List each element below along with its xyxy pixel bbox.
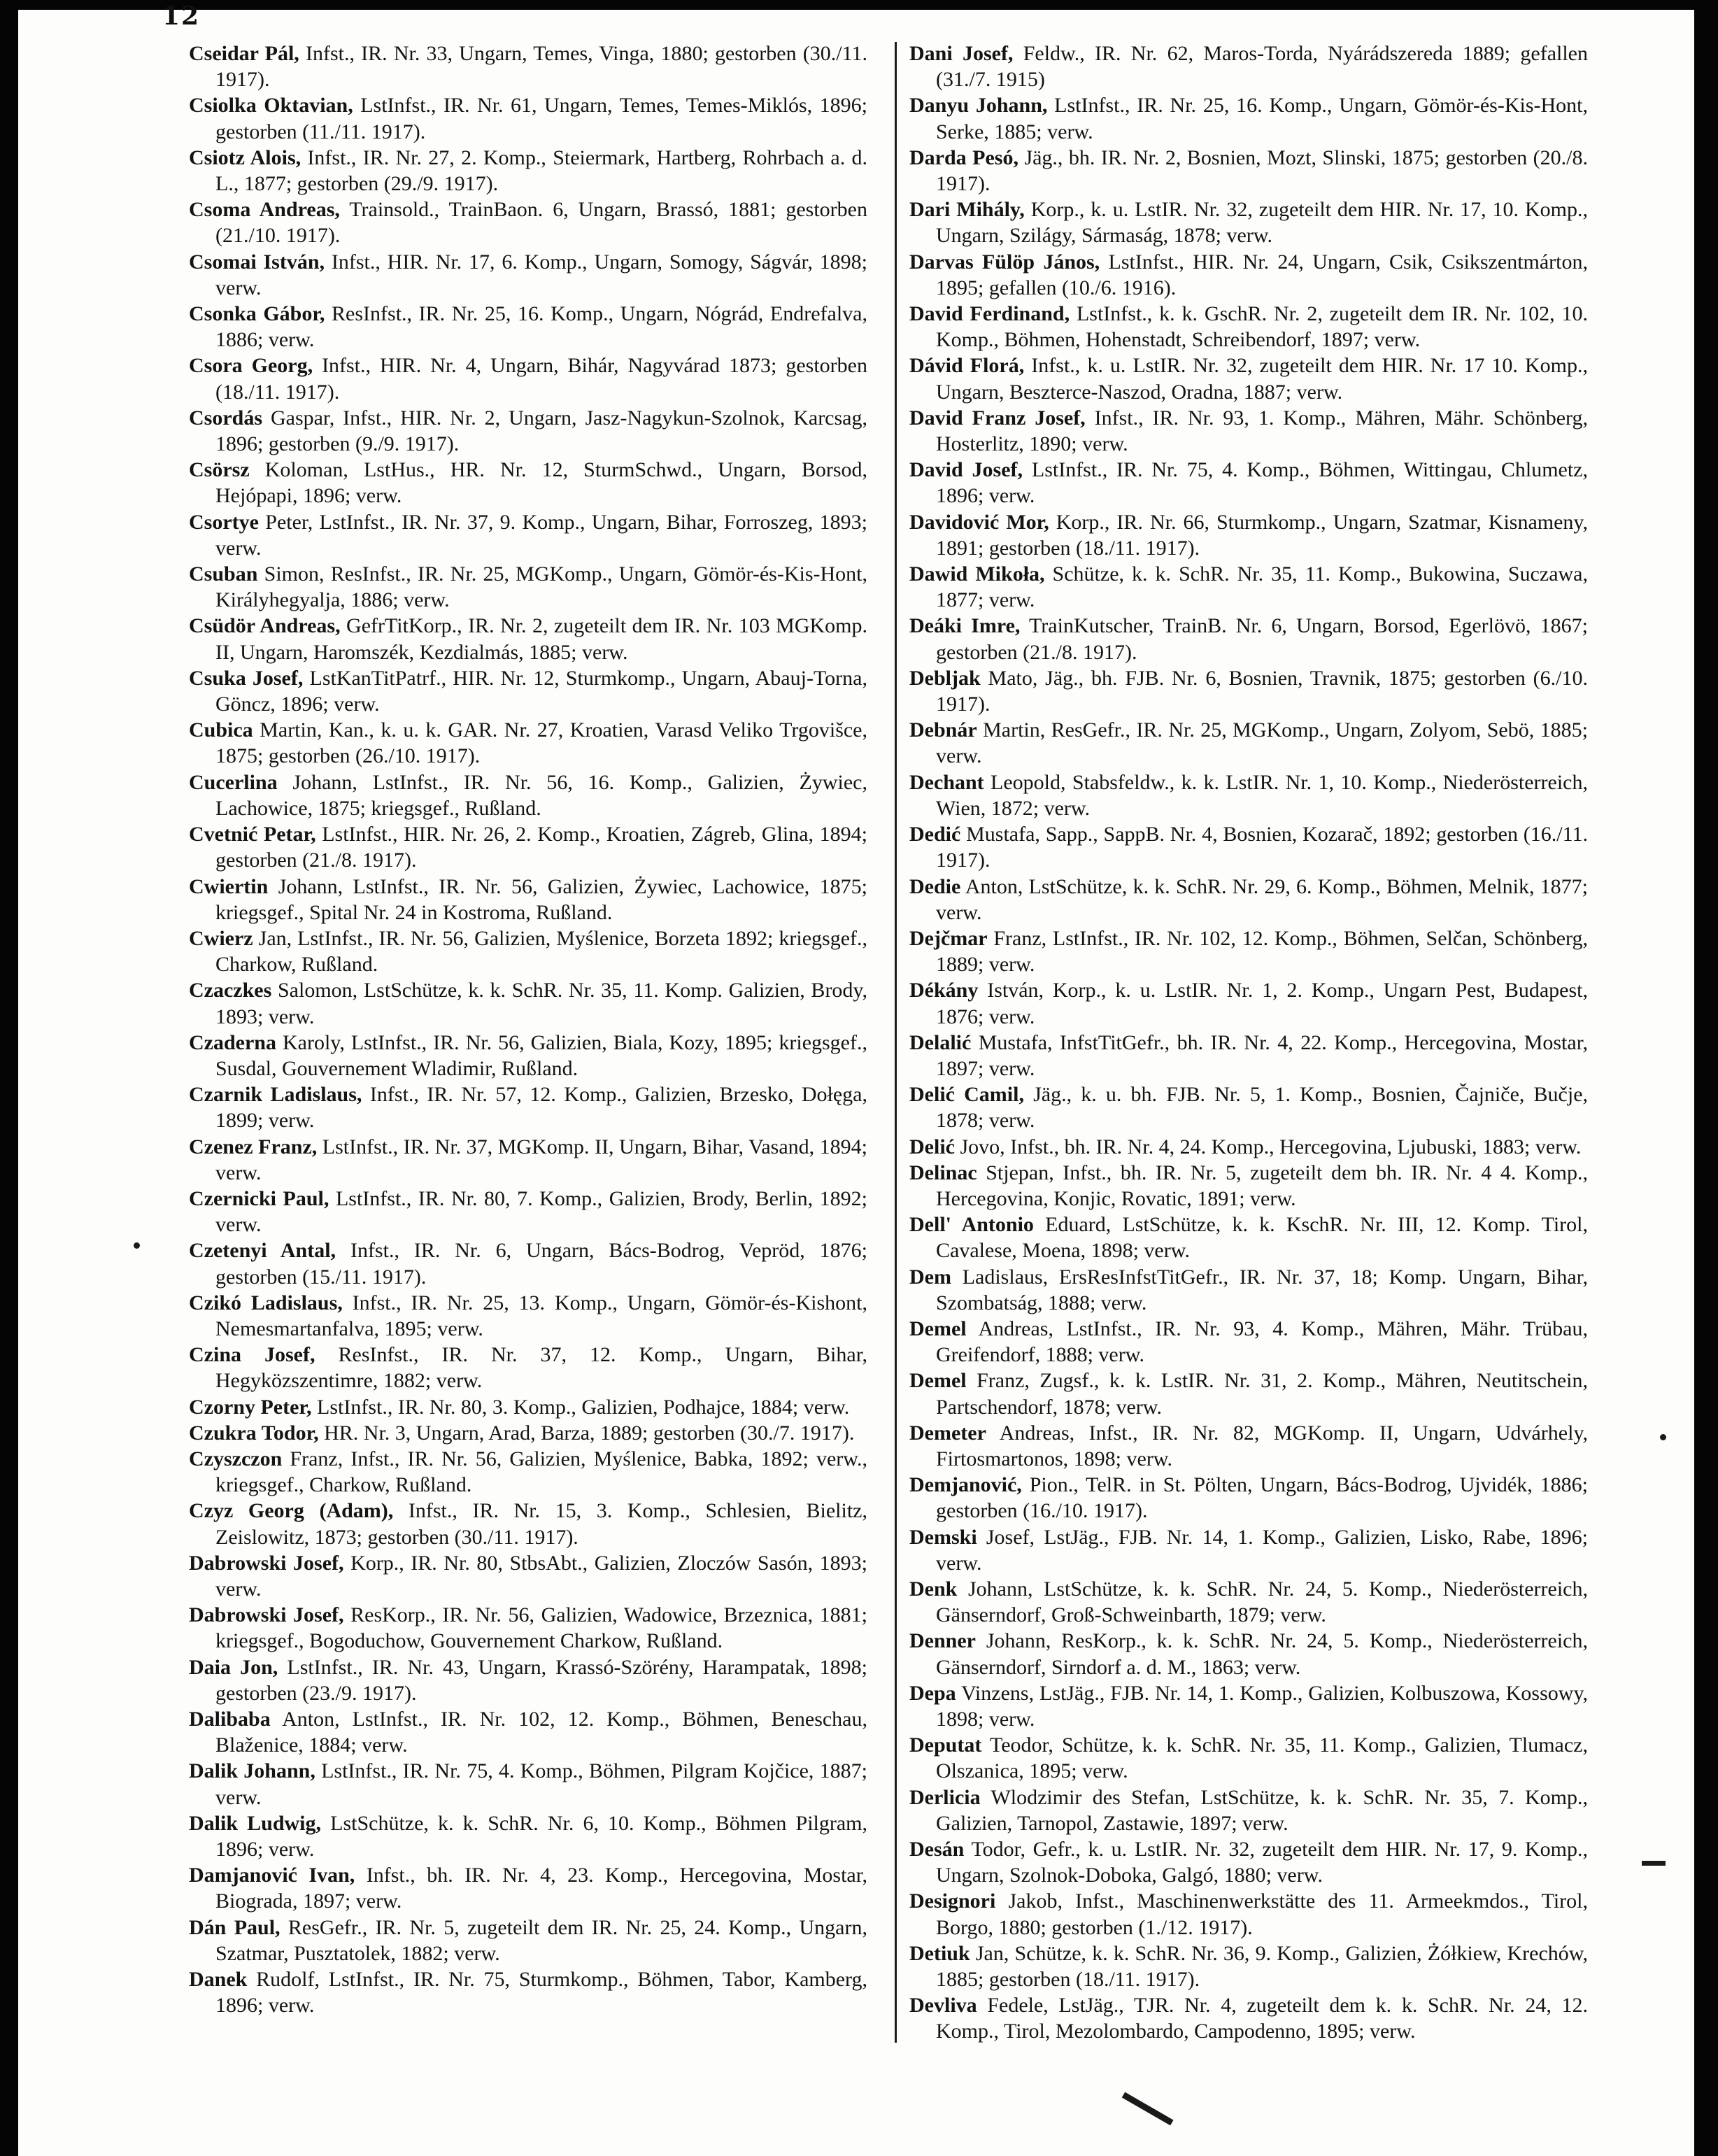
entry-details: Jan, Schütze, k. k. SchR. Nr. 36, 9. Komp., Galizien, Żółkiew, Krechów, 1885; gestorben (18./11. 1917). [936,1941,1588,1992]
entry-surname: Csiotz Alois, [189,146,301,169]
entry-surname: Csora Georg, [189,354,313,378]
entry-surname: Denk [909,1577,958,1601]
register-entry [189,874,867,925]
register-entry [189,1420,867,1446]
entry-surname: Dalik Ludwig, [189,1811,322,1835]
register-entry [909,1420,1588,1472]
entry-surname: Cucerlina [189,770,278,794]
register-entry [909,770,1588,821]
register-entry [189,1394,867,1420]
margin-dash [1642,1861,1666,1866]
register-entry [189,249,867,301]
entry-details: LstKanTitPatrf., HIR. Nr. 12, Sturmkomp., Ungarn, Abauj-Torna, Göncz, 1896; verw. [215,666,867,716]
entry-surname: Czyz Georg (Adam), [189,1499,394,1523]
entry-details: Simon, ResInfst., IR. Nr. 25, MGKomp., Ungarn, Gömör-és-Kis-Hont, Királyhegyalja, 1886; verw. [215,562,867,612]
entry-surname: Dávid Florá, [909,354,1025,378]
entry-details: Infst., IR. Nr. 33, Ungarn, Temes, Vinga, 1880; gestorben (30./11. 1917). [215,42,867,92]
entry-surname: Danyu Johann, [909,94,1048,118]
entry-surname: Csuban [189,562,258,586]
entry-surname: Cwiertin [189,874,269,898]
register-entry [189,1342,867,1393]
entry-details: LstInfst., IR. Nr. 75, 4. Komp., Böhmen, Wittingau, Chlumetz, 1896; verw. [936,458,1588,508]
register-entry [909,1992,1588,2044]
entry-details: István, Korp., k. u. LstIR. Nr. 1, 2. Komp., Ungarn Pest, Budapest, 1876; verw. [936,979,1588,1028]
entry-details: Johann, ResKorp., k. k. SchR. Nr. 24, 5. Komp., Niederösterreich, Gänserndorf, Sirndorf a. d. M., 1863; verw. [936,1629,1588,1679]
entry-details: ResKorp., IR. Nr. 56, Galizien, Wadowice, Brzeznica, 1881; kriegsgef., Bogoduchow, Gouvernement Charkow, Rußland. [215,1603,867,1653]
register-entry [909,874,1588,925]
register-entry [909,1368,1588,1419]
entry-surname: Dem [909,1265,951,1289]
entry-details: Fedele, LstJäg., TJR. Nr. 4, zugeteilt dem k. k. SchR. Nr. 24, 12. Komp., Tirol, Mezolombardo, Campodenno, 1895; verw. [936,1994,1588,2043]
entry-surname: Daia Jon, [189,1655,278,1679]
entry-details: Martin, Kan., k. u. k. GAR. Nr. 27, Kroatien, Varasd Veliko Trgovišce, 1875; gestorben (26./10. 1917). [215,718,867,768]
entry-surname: Dabrowski Josef, [189,1603,344,1627]
entry-surname: Damjanović Ivan, [189,1864,355,1887]
page-number: 12 [162,1,201,31]
entry-surname: Derlicia [909,1785,981,1809]
register-entry [189,665,867,717]
entry-details: TrainKutscher, TrainB. Nr. 6, Ungarn, Borsod, Egerlövö, 1867; gestorben (21./8. 1917). [936,614,1588,664]
entry-surname: Danek [189,1968,248,1992]
register-entry [909,1264,1588,1316]
register-entry [189,1498,867,1549]
register-entry [909,405,1588,457]
scan-border-top [0,0,1718,10]
entry-surname: Dell' Antonio [909,1213,1034,1237]
entry-details: Jan, LstInfst., IR. Nr. 56, Galizien, Myślenice, Borzeta 1892; kriegsgef., Charkow, Rußland. [215,926,867,977]
register-entry [189,770,867,821]
register-entry [189,1186,867,1237]
entry-details: Todor, Gefr., k. u. LstIR. Nr. 32, zugeteilt dem HIR. Nr. 17, 9. Komp., Ungarn, Szolnok-Doboka, Galgó, 1880; verw. [936,1838,1588,1887]
register-entry [189,1134,867,1186]
entry-surname: Dejčmar [909,926,988,950]
entry-details: Johann, LstSchütze, k. k. SchR. Nr. 24, 5. Komp., Niederösterreich, Gänserndorf, Groß-Schweinbarth, 1879; verw. [936,1577,1588,1627]
entry-details: Infst., k. u. LstIR. Nr. 32, zugeteilt dem HIR. Nr. 17 10. Komp., Ungarn, Beszterce-Naszod, Oradna, 1887; verw. [936,354,1588,404]
entry-surname: David Franz Josef, [909,406,1086,430]
entry-details: Feldw., IR. Nr. 62, Maros-Torda, Nyárádszereda 1889; gefallen (31./7. 1915) [936,42,1588,92]
entry-surname: Deáki Imre, [909,614,1021,638]
entry-details: LstSchütze, k. k. SchR. Nr. 6, 10. Komp., Böhmen Pilgram, 1896; verw. [215,1811,868,1861]
entry-surname: Delalić [909,1030,972,1054]
entry-surname: Czina Josef, [189,1343,315,1367]
entry-surname: Csortye [189,510,259,534]
register-entry [189,1758,867,1810]
entry-details: Peter, LstInfst., IR. Nr. 37, 9. Komp., Ungarn, Bihar, Forroszeg, 1893; verw. [215,510,867,560]
entry-surname: Czetenyi Antal, [189,1239,336,1263]
register-entry [909,41,1588,92]
entry-details: Teodor, Schütze, k. k. SchR. Nr. 35, 11. Komp., Galizien, Tlumacz, Olszanica, 1895; verw. [936,1733,1588,1783]
entry-surname: Csiolka Oktavian, [189,94,353,118]
register-entry [189,1966,867,2018]
entry-details: Karoly, LstInfst., IR. Nr. 56, Galizien, Biala, Kozy, 1895; kriegsgef., Susdal, Gouvernement Wladimir, Rußland. [215,1030,867,1080]
entry-surname: Dechant [909,770,984,794]
entry-surname: Darda Pesó, [909,146,1018,169]
register-entry [909,1160,1588,1212]
entry-surname: Czaderna [189,1030,276,1054]
margin-dot [1660,1434,1666,1440]
entry-surname: David Ferdinand, [909,302,1070,326]
entry-details: Mustafa, Sapp., SappB. Nr. 4, Bosnien, Kozarač, 1892; gestorben (16./11. 1917). [936,823,1588,872]
register-entry [189,613,867,665]
register-entry [189,197,867,248]
right-column [909,41,1588,2045]
entry-details: LstInfst., IR. Nr. 37, MGKomp. II, Ungarn, Bihar, Vasand, 1894; verw. [215,1135,867,1184]
entry-surname: Czikó Ladislaus, [189,1291,343,1314]
entry-surname: Dabrowski Josef, [189,1551,344,1575]
entry-surname: Demjanović, [909,1473,1022,1497]
register-entry [909,925,1588,977]
register-entry [189,977,867,1029]
entry-surname: Deputat [909,1733,982,1757]
entry-surname: Csomai István, [189,250,325,274]
entry-details: LstInfst., IR. Nr. 80, 3. Komp., Galizien, Podhajce, 1884; verw. [311,1395,850,1419]
register-entry [189,41,867,92]
register-entry [909,1888,1588,1940]
register-entry [189,353,867,404]
register-entry [909,977,1588,1029]
scan-stroke [1122,2092,1174,2126]
entry-details: GefrTitKorp., IR. Nr. 2, zugeteilt dem IR. Nr. 103 MGKomp. II, Ungarn, Haromszék, Kezdialmás, 1885; verw. [215,614,868,664]
entry-surname: Dawid Mikoła, [909,562,1045,586]
register-entry [189,1237,867,1289]
register-entry [189,1706,867,1758]
register-entry [909,717,1588,769]
entry-details: LstInfst., k. k. GschR. Nr. 2, zugeteilt dem IR. Nr. 102, 10. Komp., Böhmen, Hohenstadt, Schreibendorf, 1897; verw. [936,302,1588,352]
register-entry [909,1212,1588,1263]
register-entry [909,249,1588,301]
entry-details: LstInfst., IR. Nr. 25, 16. Komp., Ungarn, Gömör-és-Kis-Hont, Serke, 1885; verw. [936,94,1588,143]
register-entry [909,1472,1588,1524]
entry-details: Mustafa, InfstTitGefr., bh. IR. Nr. 4, 22. Komp., Hercegovina, Mostar, 1897; verw. [936,1030,1588,1080]
register-entry [909,145,1588,197]
entry-details: Infst., IR. Nr. 25, 13. Komp., Ungarn, Gömör-és-Kishont, Nemesmartanfalva, 1895; verw. [215,1291,867,1340]
entry-surname: Dalibaba [189,1708,271,1731]
entry-surname: Csoma Andreas, [189,198,340,222]
entry-details: Schütze, k. k. SchR. Nr. 35, 11. Komp., Bukowina, Suczawa, 1877; verw. [936,562,1588,612]
entry-details: Infst., HIR. Nr. 17, 6. Komp., Ungarn, Somogy, Ságvár, 1898; verw. [215,250,867,299]
register-entry [189,1810,867,1862]
entry-surname: Delić [909,1135,955,1158]
register-entry [909,1081,1588,1133]
register-entry [909,1030,1588,1081]
register-entry [909,1316,1588,1368]
entry-details: Jakob, Infst., Maschinenwerkstätte des 11. Armeekmdos., Tirol, Borgo, 1880; gestorben (1./12. 1917). [936,1889,1588,1939]
entry-surname: Csüdör Andreas, [189,614,341,638]
register-entry [189,509,867,561]
entry-details: Vinzens, LstJäg., FJB. Nr. 14, 1. Komp., Galizien, Kolbuszowa, Kossowy, 1898; verw. [936,1681,1588,1731]
entry-details: Infst., HIR. Nr. 4, Ungarn, Bihár, Nagyvárad 1873; gestorben (18./11. 1917). [215,354,867,404]
entry-details: Stjepan, Infst., bh. IR. Nr. 5, zugeteilt dem bh. IR. Nr. 4 4. Komp., Hercegovina, Konjic, Rovatic, 1891; verw. [936,1161,1588,1210]
register-entry [909,665,1588,717]
entry-surname: Desán [909,1838,965,1861]
column-divider [895,42,897,2043]
register-entry [189,92,867,144]
entry-details: Infst., IR. Nr. 6, Ungarn, Bács-Bodrog, Vepröd, 1876; gestorben (15./11. 1917). [215,1239,867,1289]
register-entry [189,1550,867,1602]
entry-surname: Czernicki Paul, [189,1186,329,1210]
register-entry [189,301,867,353]
entry-surname: Dedić [909,823,961,846]
entry-details: Franz, Zugsf., k. k. LstIR. Nr. 31, 2. Komp., Mähren, Neutitschein, Partschendorf, 1878; verw. [936,1369,1588,1419]
entry-details: Anton, LstSchütze, k. k. SchR. Nr. 29, 6. Komp., Böhmen, Melnik, 1877; verw. [936,874,1588,924]
margin-dot [134,1242,140,1249]
entry-details: Andreas, LstInfst., IR. Nr. 93, 4. Komp., Mähren, Mähr. Trübau, Greifendorf, 1888; verw. [936,1317,1588,1367]
register-entry [909,613,1588,665]
entry-details: LstInfst., IR. Nr. 80, 7. Komp., Galizien, Brody, Berlin, 1892; verw. [215,1186,867,1237]
entry-details: Trainsold., TrainBaon. 6, Ungarn, Brassó, 1881; gestorben (21./10. 1917). [215,198,867,248]
register-entry [909,92,1588,144]
register-entry [189,821,867,873]
entry-surname: Dékány [909,979,979,1002]
entry-details: Johann, LstInfst., IR. Nr. 56, 16. Komp., Galizien, Żywiec, Lachowice, 1875; kriegsgef., Rußland. [215,770,867,820]
entry-details: Korp., IR. Nr. 80, StbsAbt., Galizien, Zloczów Sasón, 1893; verw. [215,1551,867,1601]
entry-surname: Delinac [909,1161,977,1184]
entry-surname: Csonka Gábor, [189,302,325,326]
entry-surname: Designori [909,1889,996,1913]
register-entry [189,1446,867,1498]
entry-surname: Davidović Mor, [909,510,1049,534]
entry-details: Jäg., k. u. bh. FJB. Nr. 5, 1. Komp., Bosnien, Čajniče, Bučje, 1878; verw. [936,1083,1589,1133]
entry-surname: Dalik Johann, [189,1759,315,1783]
register-entry [189,145,867,197]
entry-surname: Czarnik Ladislaus, [189,1083,362,1107]
register-entry [909,1628,1588,1680]
register-entry [909,301,1588,353]
entry-surname: Dán Paul, [189,1915,281,1939]
register-entry [909,561,1588,613]
register-entry [909,1134,1588,1160]
entry-details: ResInfst., IR. Nr. 25, 16. Komp., Ungarn, Nógrád, Endrefalva, 1886; verw. [215,302,867,352]
register-entry [909,1836,1588,1888]
entry-surname: Demel [909,1317,967,1340]
entry-surname: Czyszczon [189,1447,283,1470]
entry-surname: Darvas Fülöp János, [909,250,1100,274]
entry-details: Anton, LstInfst., IR. Nr. 102, 12. Komp., Böhmen, Beneschau, Blaženice, 1884; verw. [215,1708,867,1757]
entry-surname: Cvetnić Petar, [189,823,316,846]
register-entry [909,1785,1588,1836]
entry-surname: Devliva [909,1994,977,2017]
register-entry [189,1915,867,1966]
entry-details: Infst., IR. Nr. 93, 1. Komp., Mähren, Mähr. Schönberg, Hosterlitz, 1890; verw. [936,406,1588,456]
register-entry [909,1941,1588,1992]
entry-surname: Czaczkes [189,979,272,1002]
entry-surname: Demeter [909,1421,986,1445]
entry-surname: Dani Josef, [909,42,1014,65]
entry-surname: Demel [909,1369,967,1393]
entry-surname: Debnár [909,718,977,742]
entry-details: Johann, LstInfst., IR. Nr. 56, Galizien, Żywiec, Lachowice, 1875; kriegsgef., Spital Nr. 24 in Kostroma, Rußland. [215,874,867,924]
entry-details: ResGefr., IR. Nr. 5, zugeteilt dem IR. Nr. 25, 24. Komp., Ungarn, Szatmar, Pusztatolek, 1882; verw. [215,1915,867,1965]
entry-details: Pion., TelR. in St. Pölten, Ungarn, Bács-Bodrog, Ujvidék, 1886; gestorben (16./10. 1917). [936,1473,1588,1523]
entry-surname: Csordás [189,406,263,430]
register-entry [189,457,867,509]
entry-surname: Csörsz [189,458,250,482]
entry-details: Ladislaus, ErsResInfstTitGefr., IR. Nr. 37, 18; Komp. Ungarn, Bihar, Szombatság, 1888; verw. [936,1265,1588,1314]
entry-surname: Demski [909,1525,977,1549]
entry-details: LstInfst., HIR. Nr. 26, 2. Komp., Kroatien, Zágreb, Glina, 1894; gestorben (21./8. 1917). [215,823,867,872]
register-entry [909,197,1588,248]
entry-surname: Dedie [909,874,961,898]
entry-surname: Cubica [189,718,253,742]
register-entry [909,1576,1588,1628]
entry-surname: Detiuk [909,1941,970,1965]
entry-details: Jäg., bh. IR. Nr. 2, Bosnien, Mozt, Slinski, 1875; gestorben (20./8. 1917). [936,146,1589,196]
entry-details: Infst., IR. Nr. 15, 3. Komp., Schlesien, Bielitz, Zeislowitz, 1873; gestorben (30./11. 1917). [215,1499,867,1549]
entry-details: HR. Nr. 3, Ungarn, Arad, Barza, 1889; gestorben (30./7. 1917). [318,1421,855,1445]
entry-details: Andreas, Infst., IR. Nr. 82, MGKomp. II, Ungarn, Udvárhely, Firtosmartonos, 1898; verw. [936,1421,1588,1470]
entry-details: Franz, LstInfst., IR. Nr. 102, 12. Komp., Böhmen, Selčan, Schönberg, 1889; verw. [936,926,1588,977]
entry-surname: Denner [909,1629,976,1653]
entry-details: Leopold, Stabsfeldw., k. k. LstIR. Nr. 1, 10. Komp., Niederösterreich, Wien, 1872; verw. [936,770,1588,820]
entry-details: Gaspar, Infst., HIR. Nr. 2, Ungarn, Jasz-Nagykun-Szolnok, Karcsag, 1896; gestorben (9./9. 1917). [215,406,867,456]
entry-details: ResInfst., IR. Nr. 37, 12. Komp., Ungarn, Bihar, Hegyközszentimre, 1882; verw. [215,1343,867,1393]
entry-surname: Delić Camil, [909,1083,1024,1107]
entry-details: LstInfst., IR. Nr. 75, 4. Komp., Böhmen, Pilgram Kojčice, 1887; verw. [215,1759,867,1809]
register-entry [189,1030,867,1081]
register-entry [189,561,867,613]
register-entry [189,1081,867,1133]
entry-details: Franz, Infst., IR. Nr. 56, Galizien, Myślenice, Babka, 1892; verw., kriegsgef., Charkow, Rußland. [215,1447,867,1497]
entry-surname: Cwierz [189,926,253,950]
entry-surname: Czorny Peter, [189,1395,312,1419]
entry-details: Rudolf, LstInfst., IR. Nr. 75, Sturmkomp., Böhmen, Tabor, Kamberg, 1896; verw. [215,1968,867,2017]
entry-details: Korp., IR. Nr. 66, Sturmkomp., Ungarn, Szatmar, Kisnameny, 1891; gestorben (18./11. 1917). [936,510,1588,560]
entry-details: Infst., IR. Nr. 57, 12. Komp., Galizien, Brzesko, Dołęga, 1899; verw. [215,1083,867,1133]
register-entry [909,457,1588,509]
entry-details: Martin, ResGefr., IR. Nr. 25, MGKomp., Ungarn, Zolyom, Sebö, 1885; verw. [936,718,1588,768]
register-entry [909,1732,1588,1784]
entry-surname: Depa [909,1681,956,1705]
entry-surname: Czukra Todor, [189,1421,319,1445]
entry-details: Korp., k. u. LstIR. Nr. 32, zugeteilt dem HIR. Nr. 17, 10. Komp., Ungarn, Szilágy, Sármaság, 1878; verw. [936,198,1588,248]
entry-details: Koloman, LstHus., HR. Nr. 12, SturmSchwd., Ungarn, Borsod, Hejópapi, 1896; verw. [215,458,867,508]
entry-surname: Csuka Josef, [189,666,304,690]
entry-details: Mato, Jäg., bh. FJB. Nr. 6, Bosnien, Travnik, 1875; gestorben (6./10. 1917). [936,666,1588,716]
entry-details: Jovo, Infst., bh. IR. Nr. 4, 24. Komp., Hercegovina, Ljubuski, 1883; verw. [954,1135,1582,1158]
register-entry [189,717,867,769]
entry-details: Wlodzimir des Stefan, LstSchütze, k. k. SchR. Nr. 35, 7. Komp., Galizien, Tarnopol, Zastawie, 1897; verw. [936,1785,1588,1835]
scan-border-right [1694,0,1718,2156]
register-entry [189,1862,867,1914]
entry-details: Josef, LstJäg., FJB. Nr. 14, 1. Komp., Galizien, Lisko, Rabe, 1896; verw. [936,1525,1588,1575]
entry-details: Eduard, LstSchütze, k. k. KschR. Nr. III, 12. Komp. Tirol, Cavalese, Moena, 1898; verw. [936,1213,1588,1263]
register-entry [909,509,1588,561]
entry-details: Infst., IR. Nr. 27, 2. Komp., Steiermark, Hartberg, Rohrbach a. d. L., 1877; gestorben (29./9. 1917). [215,146,867,196]
entry-surname: Cseidar Pál, [189,42,299,65]
scan-border-left [0,0,18,2156]
register-entry [189,1290,867,1342]
register-entry [909,353,1588,404]
entry-details: LstInfst., IR. Nr. 43, Ungarn, Krassó-Szörény, Harampatak, 1898; gestorben (23./9. 1917). [215,1655,868,1705]
register-entry [909,1680,1588,1732]
register-entry [909,821,1588,873]
entry-surname: David Josef, [909,458,1023,482]
register-entry [189,925,867,977]
register-entry [189,405,867,457]
entry-surname: Czenez Franz, [189,1135,318,1158]
register-entry [189,1654,867,1706]
register-entry [909,1524,1588,1576]
left-column [189,41,867,2018]
entry-surname: Debljak [909,666,981,690]
entry-details: Salomon, LstSchütze, k. k. SchR. Nr. 35, 11. Komp. Galizien, Brody, 1893; verw. [215,979,867,1028]
entry-surname: Dari Mihály, [909,198,1025,222]
entry-details: LstInfst., IR. Nr. 61, Ungarn, Temes, Temes-Miklós, 1896; gestorben (11./11. 1917). [215,94,867,143]
entry-details: Infst., bh. IR. Nr. 4, 23. Komp., Hercegovina, Mostar, Biograda, 1897; verw. [215,1864,868,1913]
register-entry [189,1602,867,1654]
entry-details: LstInfst., HIR. Nr. 24, Ungarn, Csik, Csikszentmárton, 1895; gefallen (10./6. 1916). [936,250,1589,299]
